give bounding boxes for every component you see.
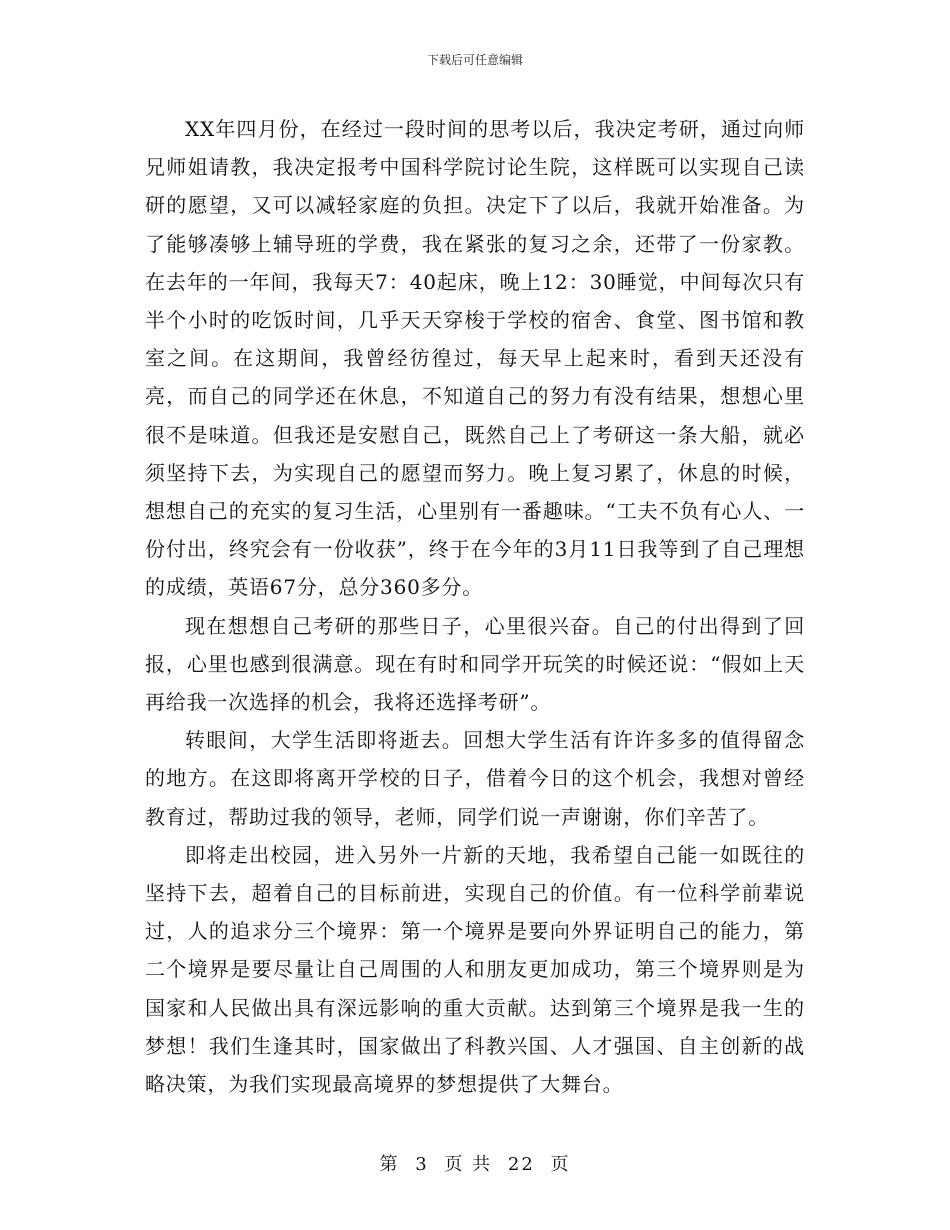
document-body [145, 110, 805, 1103]
paragraph: XX年四月份，在经过一段时间的思考以后，我决定考研，通过向师兄师姐请教，我决定报考中国科学院讨论生院，这样既可以实现自己读研的愿望，又可以减轻家庭的负担。决定下了以后，我就开始准备。为了能够凑够上辅导班的学费，我在紧张的复习之余，还带了一份家教。在去年的一年间，我每天7：40起床，晚上12：30睡觉，中间每次只有半个小时的吃饭时间，几乎天天穿梭于学校的宿舍、食堂、图书馆和教室之间。在这期间，我曾经彷徨过，每天早上起来时，看到天还没有亮，而自己的同学还在休息，不知道自己的努力有没有结果，想想心里很不是味道。但我还是安慰自己，既然自己上了考研这一条大船，就必须坚持下去，为实现自己的愿望而努力。晚上复习累了，休息的时候，想想自己的充实的复习生活，心里别有一番趣味。“工夫不负有心人、一份付出，终究会有一份收获”，终于在今年的3月11日我等到了自己理想的成绩，英语67分，总分360多分。 [145, 117, 805, 600]
total-pages-number: 22 [507, 1154, 535, 1175]
page-number-footer [0, 1154, 950, 1176]
footer-suffix: 页 [550, 1154, 571, 1175]
current-page-number: 3 [415, 1154, 429, 1175]
paragraph: 转眼间，大学生活即将逝去。回想大学生活有许许多多的值得留念的地方。在这即将离开学校的日子，借着今日的这个机会，我想对曾经教育过，帮助过我的领导，老师，同学们说一声谢谢，你们辛苦了。 [145, 728, 805, 829]
paragraph: 现在想想自己考研的那些日子，心里很兴奋。自己的付出得到了回报，心里也感到很满意。现在有时和同学开玩笑的时候还说：“假如上天再给我一次选择的机会，我将还选择考研”。 [145, 613, 805, 715]
page-header: 下载后可任意编辑 [426, 53, 523, 67]
footer-middle: 页 共 [444, 1154, 493, 1175]
paragraph: 即将走出校园，进入另外一片新的天地，我希望自己能一如既往的坚持下去，超着自己的目标前进，实现自己的价值。有一位科学前辈说过，人的追求分三个境界：第一个境界是要向外界证明自己的能力，第二个境界是要尽量让自己周围的人和朋友更加成功，第三个境界则是为国家和人民做出具有深远影响的重大贡献。达到第三个境界是我一生的梦想！我们生逢其时，国家做出了科教兴国、人才强国、自主创新的战略决策，为我们实现最高境界的梦想提供了大舞台。 [145, 842, 805, 1097]
footer-prefix: 第 [379, 1154, 400, 1175]
